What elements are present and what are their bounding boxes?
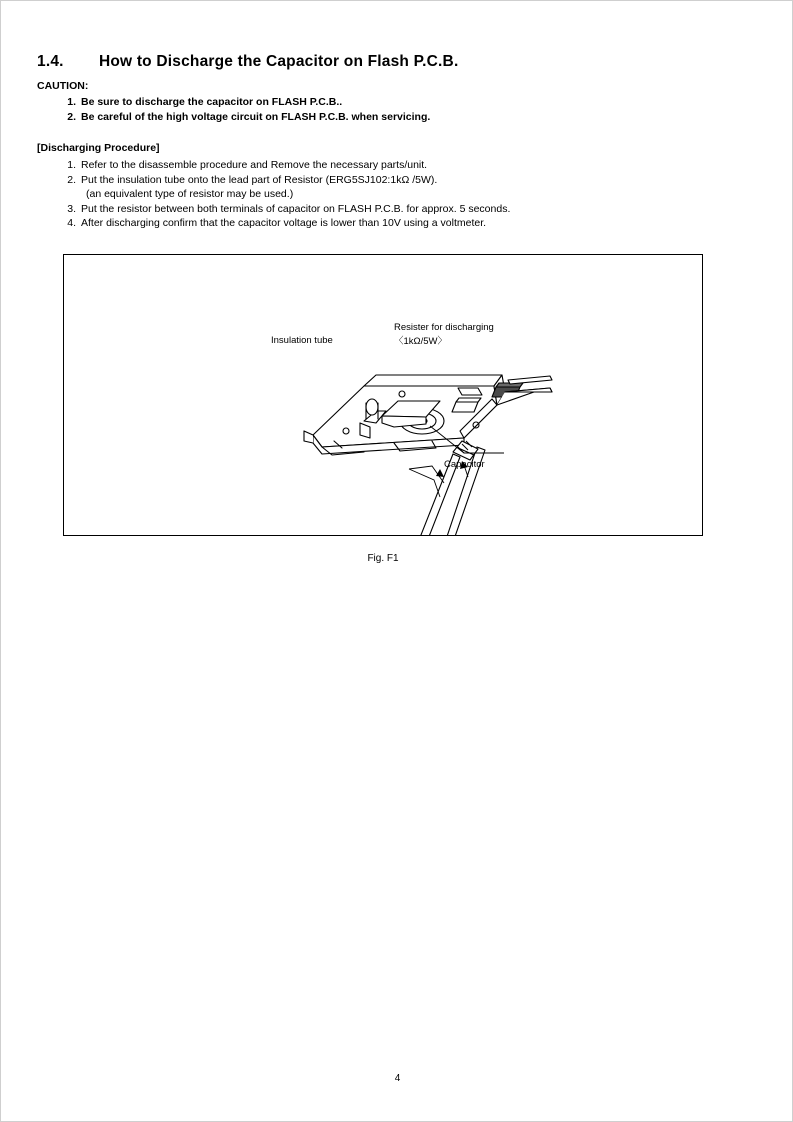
page-content	[37, 53, 737, 231]
list-item-text: After discharging confirm that the capacitor voltage is lower than 10V using a voltmeter.	[81, 217, 487, 229]
procedure-label: [Discharging Procedure]	[37, 142, 160, 154]
list-item-index: 3.	[67, 202, 76, 215]
list-item	[59, 202, 737, 217]
list-item-index: 4.	[67, 217, 76, 229]
list-item-index: 1.	[67, 159, 76, 171]
list-item	[59, 158, 737, 173]
page-number: 4	[394, 1073, 401, 1084]
label-resistor-line1: Resister for discharging	[394, 322, 494, 333]
list-item-index: 2.	[67, 110, 76, 123]
list-item-index: 1.	[67, 96, 76, 108]
caution-label: CAUTION:	[37, 80, 89, 92]
list-item	[59, 173, 737, 188]
procedure-sub-note: (an equivalent type of resistor may be used.)	[86, 188, 294, 200]
list-item-text: Put the resistor between both terminals of capacitor on FLASH P.C.B. for approx. 5 seconds.	[81, 202, 511, 215]
list-item	[59, 216, 737, 231]
label-resistor-line2: 〈1kΩ/5W〉	[394, 336, 448, 347]
discharge-illustration	[64, 255, 702, 535]
list-item-text: Put the insulation tube onto the lead part of Resistor (ERG5SJ102:1kΩ /5W).	[81, 173, 438, 186]
list-item-text: Refer to the disassemble procedure and Remove the necessary parts/unit.	[81, 159, 428, 171]
list-item-text: Be careful of the high voltage circuit on FLASH P.C.B. when servicing.	[81, 110, 431, 123]
page-title	[37, 53, 737, 71]
label-insulation-tube: Insulation tube	[271, 335, 333, 346]
section-number: 1.4.	[37, 53, 64, 70]
figure-caption: Fig. F1	[367, 553, 399, 564]
label-capacitor: Capacitor	[444, 459, 485, 470]
procedure-list	[59, 158, 737, 187]
procedure-list-continued	[59, 202, 737, 231]
section-title: How to Discharge the Capacitor on Flash P.C.B.	[99, 53, 459, 70]
list-item-text: Be sure to discharge the capacitor on FLASH P.C.B..	[81, 96, 343, 108]
list-item-index: 2.	[67, 173, 76, 186]
caution-list	[59, 95, 737, 124]
list-item	[59, 110, 737, 125]
list-item	[59, 95, 737, 110]
figure-frame	[63, 254, 703, 536]
